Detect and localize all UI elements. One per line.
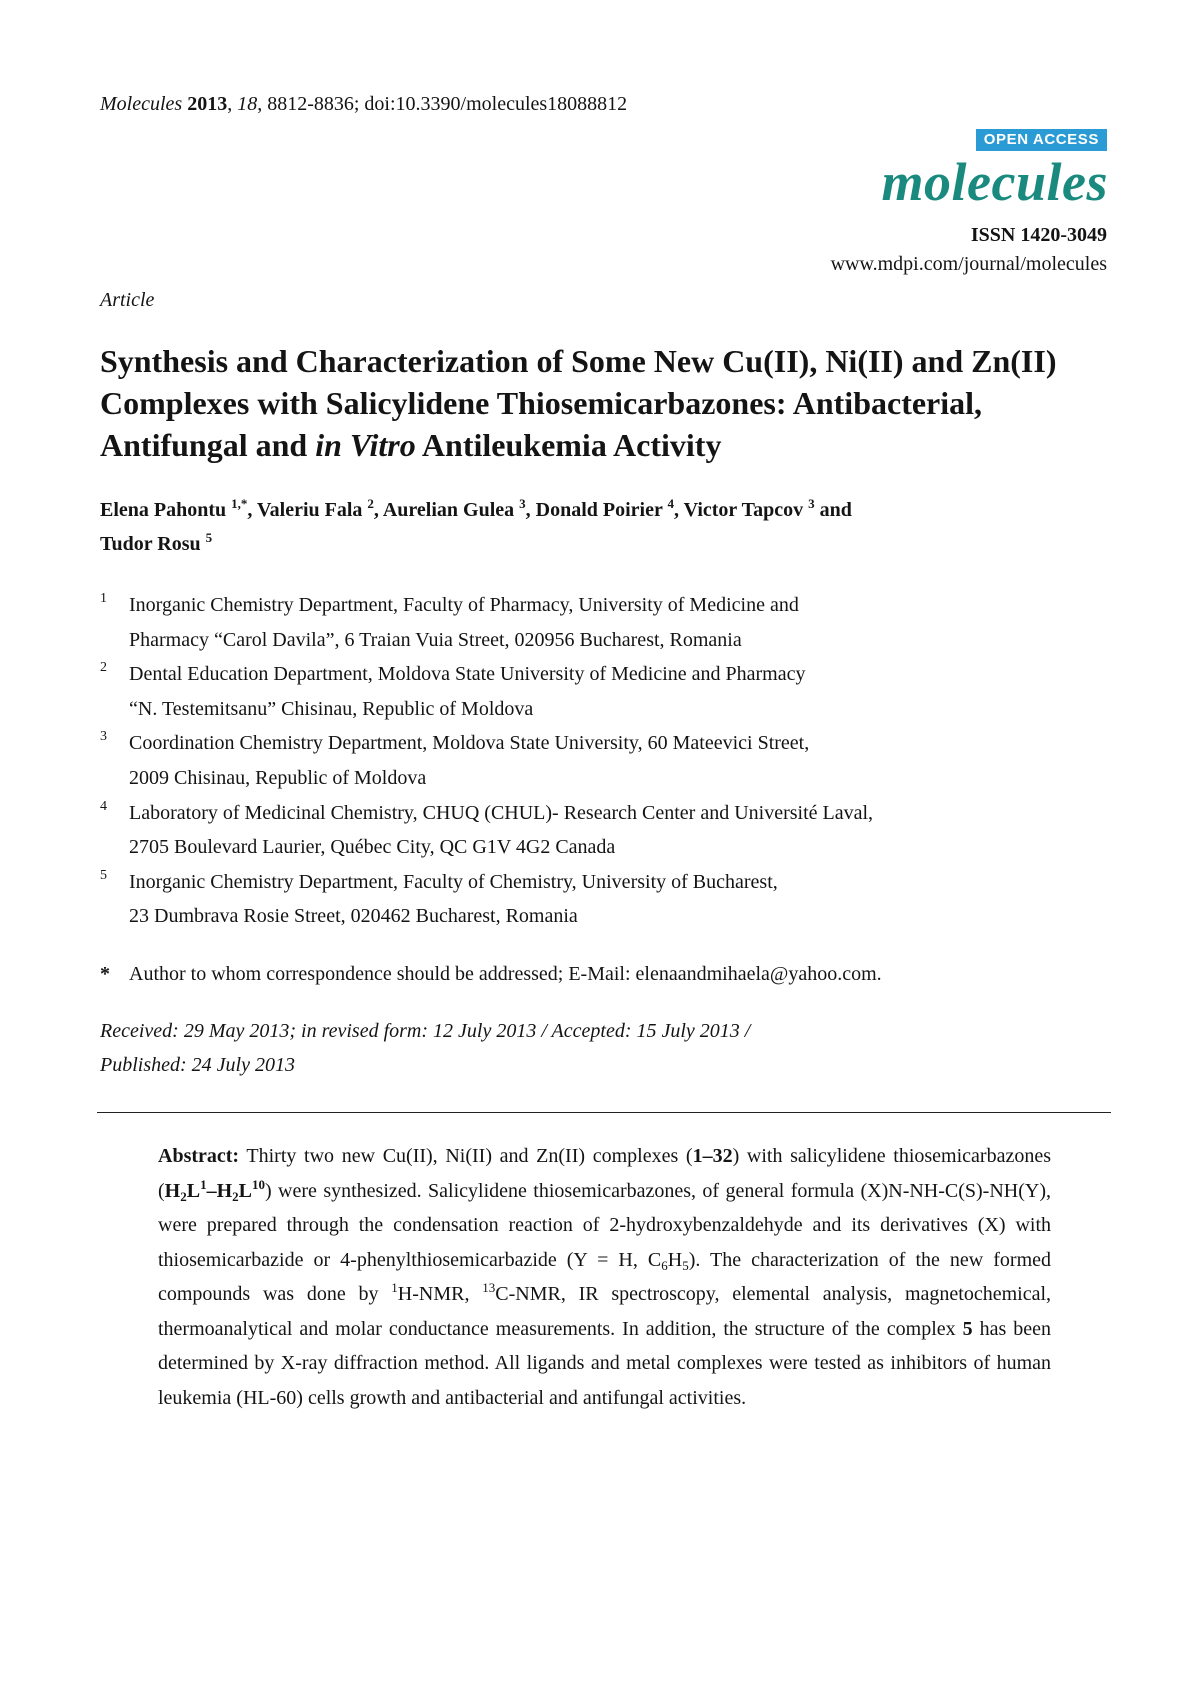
author: Victor Tapcov [683, 499, 804, 521]
affiliation-line: Inorganic Chemistry Department, Faculty of Chemistry, University of Bucharest, [129, 870, 778, 893]
title-part-2: Antileukemia Activity [415, 427, 722, 463]
journal-url[interactable]: www.mdpi.com/journal/molecules [830, 253, 1107, 275]
correspondence-note [100, 957, 1139, 991]
volume: 18 [237, 93, 258, 115]
correspondence-star: * [100, 963, 110, 985]
affiliation [100, 657, 1110, 726]
affiliation-line: 2009 Chisinau, Republic of Moldova [129, 766, 427, 789]
citation-line: Molecules 2013, 18, 8812-8836; doi:10.3390/molecules18088812 [100, 93, 628, 115]
title-italic: in Vitro [315, 427, 416, 463]
author-separator: , [525, 499, 536, 521]
corresponding-star: * [240, 496, 248, 511]
affiliation-line: Coordination Chemistry Department, Moldova State University, 60 Mateevici Street, [129, 732, 810, 755]
author-affil-sup: 1, [231, 496, 241, 511]
dates-line: Received: 29 May 2013; in revised form: 12 July 2013 / Accepted: 15 July 2013 / [100, 1020, 751, 1042]
author-separator: , [674, 499, 684, 521]
affiliations [100, 588, 1110, 934]
affiliation-line: Laboratory of Medicinal Chemistry, CHUQ (CHUL)- Research Center and Université Laval, [129, 801, 874, 824]
affiliation [100, 588, 1110, 657]
author: Valeriu Fala [257, 499, 363, 521]
publication-dates [100, 1014, 1110, 1082]
paper-title [100, 340, 1110, 466]
author-affil-sup: 4 [667, 496, 674, 511]
affiliation-number: 4 [100, 798, 107, 814]
article-type: Article [100, 289, 155, 311]
abstract [158, 1139, 1051, 1415]
author-separator: , [247, 499, 258, 521]
complex-number: 5 [962, 1317, 973, 1340]
title-part-1: Synthesis and Characterization of Some New Cu(II), Ni(II) and Zn(II) Complexes with Salicylidene Thiosemicarbazones: Antibacterial, Antifungal and [100, 343, 1057, 463]
affiliation [100, 726, 1110, 795]
affiliation-number: 5 [100, 867, 107, 883]
dates-line: Published: 24 July 2013 [100, 1054, 295, 1076]
compound-range: 1–32 [692, 1145, 733, 1167]
affiliation-line: Inorganic Chemistry Department, Faculty of Pharmacy, University of Medicine and [129, 594, 799, 616]
author-affil-sup: 5 [205, 530, 213, 545]
open-access-badge: OPEN ACCESS [976, 129, 1107, 151]
author: Tudor Rosu [100, 533, 201, 555]
affiliation-line: 2705 Boulevard Laurier, Québec City, QC G1V 4G2 Canada [129, 836, 616, 859]
affiliation [100, 865, 1110, 934]
author-separator: , [373, 499, 383, 521]
ligand-formula-start: $H_2L^1-H_2L^{10}$ [164, 1176, 265, 1204]
author: Elena Pahontu [100, 499, 227, 521]
formula-element: H [667, 1248, 683, 1271]
author: Aurelian Gulea [382, 499, 515, 521]
author-separator: and [814, 499, 852, 521]
formula-subscript: 5 [682, 1257, 689, 1273]
author-affil-sup: 3 [519, 496, 526, 511]
affiliation-line: “N. Testemitsanu” Chisinau, Republic of Moldova [129, 697, 534, 720]
abstract-text: H-NMR, [397, 1283, 483, 1305]
abstract-text: ) with salicylidene thiosemicarbazones ( [158, 1145, 1052, 1202]
affiliation [100, 796, 1110, 865]
abstract-text: C-NMR, IR spectroscopy, elemental analysis, magnetochemical, thermoanalytical and molar conductance measurements. In addition, the structure of the complex [158, 1283, 1052, 1340]
formula-subscript: 6 [661, 1257, 668, 1273]
issn: ISSN 1420-3049 [970, 224, 1107, 246]
author-affil-sup: 2 [367, 496, 374, 511]
pages-doi: , 8812-8836; doi:10.3390/molecules18088812 [257, 93, 628, 115]
abstract-text: ). The characterization of the new formed compounds was done by [158, 1248, 1052, 1305]
abstract-label: Abstract: [158, 1145, 240, 1167]
divider-rule [97, 1112, 1111, 1113]
abstract-text: has been determined by X-ray diffraction method. All ligands and metal complexes were tested as inhibitors of human leukemia (HL-60) cells growth and antibacterial and antifungal activities. [158, 1317, 1051, 1409]
author-list [100, 493, 1110, 561]
affiliation-line: 23 Dumbrava Rosie Street, 020462 Bucharest, Romania [129, 905, 578, 928]
author-affil-sup: 3 [808, 496, 815, 511]
correspondence-text: Author to whom correspondence should be addressed; E-Mail: elenaandmihaela@yahoo.com. [129, 963, 882, 985]
affiliation-number: 3 [100, 729, 107, 745]
year: 2013 [187, 93, 228, 115]
affiliation-line: Dental Education Department, Moldova State University of Medicine and Pharmacy [129, 663, 806, 686]
journal-name: Molecules [100, 93, 183, 115]
journal-logo: molecules [881, 152, 1108, 212]
affiliation-line: Pharmacy “Carol Davila”, 6 Traian Vuia Street, 020956 Bucharest, Romania [129, 628, 742, 651]
abstract-text: ) were synthesized. Salicylidene thiosemicarbazones, of general formula (X)N-NH-C(S)-NH(Y), were prepared through the condensation reaction of 2-hydroxybenzaldehyde and its derivatives (X) with thiosemicarbazide or 4-phenylthiosemicarbazide (Y = H, C [158, 1179, 1051, 1271]
affiliation-number: 2 [100, 660, 107, 676]
author: Donald Poirier [535, 499, 663, 521]
affiliation-number: 1 [100, 591, 107, 606]
abstract-text: Thirty two new Cu(II), Ni(II) and Zn(II) complexes ( [239, 1145, 693, 1167]
isotope-superscript: 1 [391, 1280, 398, 1295]
isotope-superscript: 13 [482, 1280, 496, 1295]
